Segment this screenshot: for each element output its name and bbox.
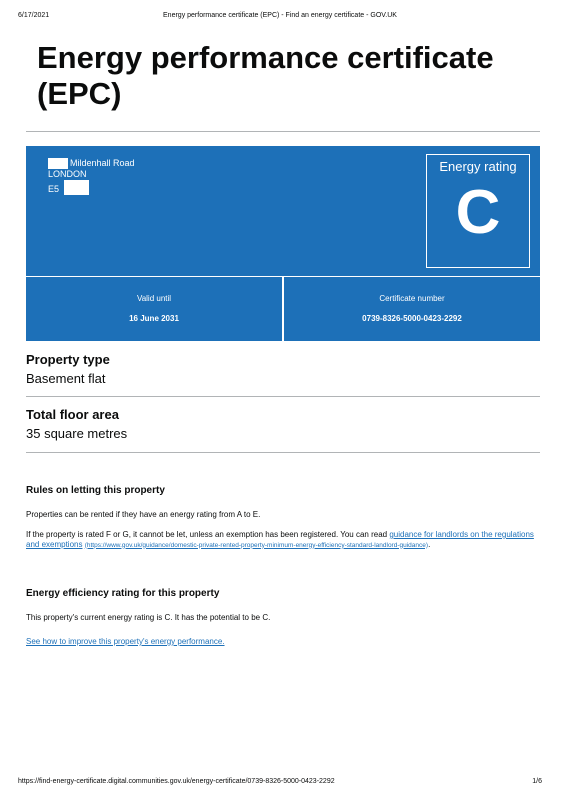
epc-summary-panel	[26, 146, 540, 276]
address-line-1	[48, 158, 135, 169]
divider	[26, 131, 540, 132]
floor-area-label: Total floor area	[26, 407, 119, 422]
redacted-house-number	[48, 158, 68, 169]
certificate-number-value: 0739-8326-5000-0423-2292	[362, 314, 462, 323]
energy-rating-box	[426, 154, 530, 268]
efficiency-paragraph: This property's current energy rating is C. It has the potential to be C.	[26, 613, 271, 622]
rules-paragraph-1: Properties can be rented if they have an energy rating from A to E.	[26, 510, 261, 519]
rules-heading: Rules on letting this property	[26, 485, 165, 496]
rules-paragraph-2-end: .	[428, 539, 431, 549]
property-type-value: Basement flat	[26, 371, 106, 386]
certificate-details	[26, 277, 540, 341]
print-url: https://find-energy-certificate.digital.communities.gov.uk/energy-certificate/0739-8326-5000-0423-2292	[18, 778, 335, 785]
energy-rating-letter: C	[455, 178, 501, 247]
landlord-guidance-link[interactable]: guidance for landlords on the regulations and exemptions	[26, 530, 534, 549]
address-street: Mildenhall Road	[70, 158, 135, 168]
certificate-number-cell	[284, 277, 540, 341]
page-title: Energy performance certificate (EPC)	[37, 40, 494, 111]
page-number: 1/6	[532, 778, 542, 785]
energy-rating-label: Energy rating	[439, 159, 517, 174]
redacted-postcode	[64, 180, 89, 195]
address-line-3	[48, 180, 135, 195]
print-document-title: Energy performance certificate (EPC) - Find an energy certificate - GOV.UK	[163, 12, 397, 19]
valid-until-value: 16 June 2031	[129, 314, 179, 323]
valid-until-label: Valid until	[136, 294, 172, 303]
divider	[26, 396, 540, 397]
rules-paragraph-2-text: If the property is rated F or G, it cannot be let, unless an exemption has been registered. You can read	[26, 530, 388, 539]
address-postcode: E5	[48, 184, 60, 194]
certificate-number-label: Certificate number	[379, 294, 445, 303]
efficiency-heading: Energy efficiency rating for this property	[26, 588, 220, 599]
address-city: LONDON	[48, 169, 87, 179]
improve-paragraph	[26, 637, 540, 647]
rules-paragraph-2	[26, 530, 540, 550]
print-date: 6/17/2021	[18, 12, 50, 19]
address-line-2	[48, 169, 135, 180]
improve-energy-performance-link[interactable]: See how to improve this property's energy performance.	[26, 637, 225, 646]
valid-until-cell	[26, 277, 282, 341]
property-address	[48, 158, 135, 195]
floor-area-value: 35 square metres	[26, 426, 128, 441]
divider	[26, 452, 540, 453]
property-type-label: Property type	[26, 352, 110, 367]
landlord-guidance-url[interactable]: (https://www.gov.uk/guidance/domestic-private-rented-property-minimum-energy-efficiency-standard-landlord-guidance)	[84, 541, 429, 549]
